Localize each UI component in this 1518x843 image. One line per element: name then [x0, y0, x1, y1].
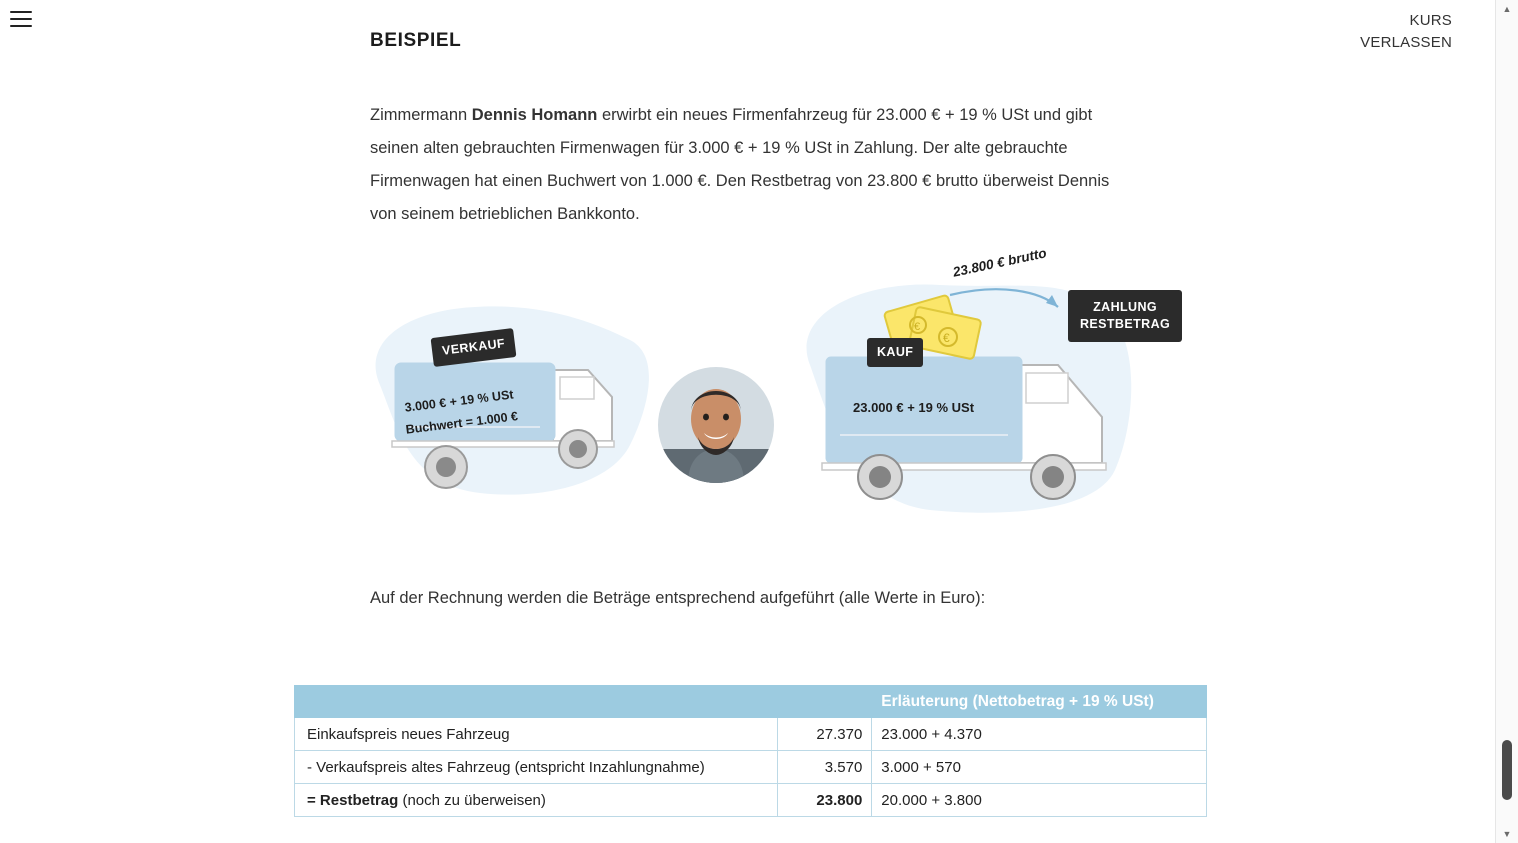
avatar: [658, 367, 774, 483]
table-row-total: [295, 784, 1207, 817]
svg-text:€: €: [943, 331, 950, 345]
row-label: Einkaufspreis neues Fahrzeug: [295, 718, 778, 751]
hamburger-bar: [10, 25, 32, 27]
table-header-col3: Erläuterung (Nettobetrag + 19 % USt): [872, 686, 1207, 718]
badge-kauf: KAUF: [867, 338, 923, 367]
row-label: - Verkaufspreis altes Fahrzeug (entspricht Inzahlungnahme): [295, 751, 778, 784]
svg-text:€: €: [914, 321, 921, 333]
hamburger-menu-icon[interactable]: [10, 8, 34, 30]
truck-left-bookvalue: Buchwert = 1.000 €: [404, 409, 519, 437]
table-header-row: [295, 686, 1207, 718]
row-amount: 3.570: [777, 751, 872, 784]
invoice-intro-paragraph: Auf der Rechnung werden die Beträge entsprechend aufgeführt (alle Werte in Euro):: [370, 589, 986, 607]
hamburger-bar: [10, 18, 32, 20]
table-header-col2: [777, 686, 872, 718]
row-amount-total: 23.800: [777, 784, 872, 817]
table-header-col1: [295, 686, 778, 718]
row-label-total: [295, 784, 778, 817]
scroll-up-arrow-icon[interactable]: ▲: [1502, 4, 1512, 14]
truck-left-price: 3.000 € + 19 % USt: [403, 387, 515, 415]
row-note: 3.000 + 570: [872, 751, 1207, 784]
leave-course-label-line2: VERLASSEN: [1360, 34, 1452, 51]
scrollbar-thumb[interactable]: [1502, 740, 1512, 800]
table-row: [295, 718, 1207, 751]
intro-text-part2: erwirbt ein neues Firmenfahrzeug für 23.000 € + 19 % USt und gibt seinen alten gebrauchten Firmenwagen für 3.000 € + 19 % USt in Zahlung. Der alte gebrauchte Firmenwagen hat einen Buchwert von 1.000 €. Den Restbetrag von 23.800 € brutto überweist Dennis von seinem betrieblichen Bankkonto.: [370, 106, 1110, 223]
leave-course-label-line1: KURS: [1409, 12, 1452, 29]
truck-right-label: 23.000 € + 19 % USt: [853, 400, 975, 415]
badge-zahlung-line1: ZAHLUNG: [1093, 300, 1158, 314]
person-name: Dennis Homann: [471, 106, 598, 124]
page-title: BEISPIEL: [370, 30, 462, 51]
badge-verkauf: VERKAUF: [431, 328, 517, 367]
row-label-total-bold: = Restbetrag: [307, 791, 399, 809]
intro-text-part1: Zimmermann: [370, 106, 472, 124]
row-note-total: 20.000 + 3.800: [872, 784, 1207, 817]
vertical-scrollbar[interactable]: [1495, 0, 1518, 843]
badge-zahlung-line2: RESTBETRAG: [1080, 317, 1171, 331]
money-amount-label: 23.800 € brutto: [951, 245, 1048, 280]
row-label-total-rest: (noch zu überweisen): [398, 791, 546, 809]
calculation-table: [294, 685, 1207, 817]
leave-course-button[interactable]: [1332, 10, 1452, 54]
row-amount: 27.370: [777, 718, 872, 751]
row-note: 23.000 + 4.370: [872, 718, 1207, 751]
badge-zahlung-restbetrag: [1068, 290, 1182, 342]
hamburger-bar: [10, 11, 32, 13]
intro-paragraph: [370, 99, 1125, 231]
table-row: [295, 751, 1207, 784]
scroll-down-arrow-icon[interactable]: ▼: [1502, 829, 1512, 839]
calculation-table-wrapper: [294, 685, 1207, 817]
example-illustration: [340, 245, 1171, 535]
